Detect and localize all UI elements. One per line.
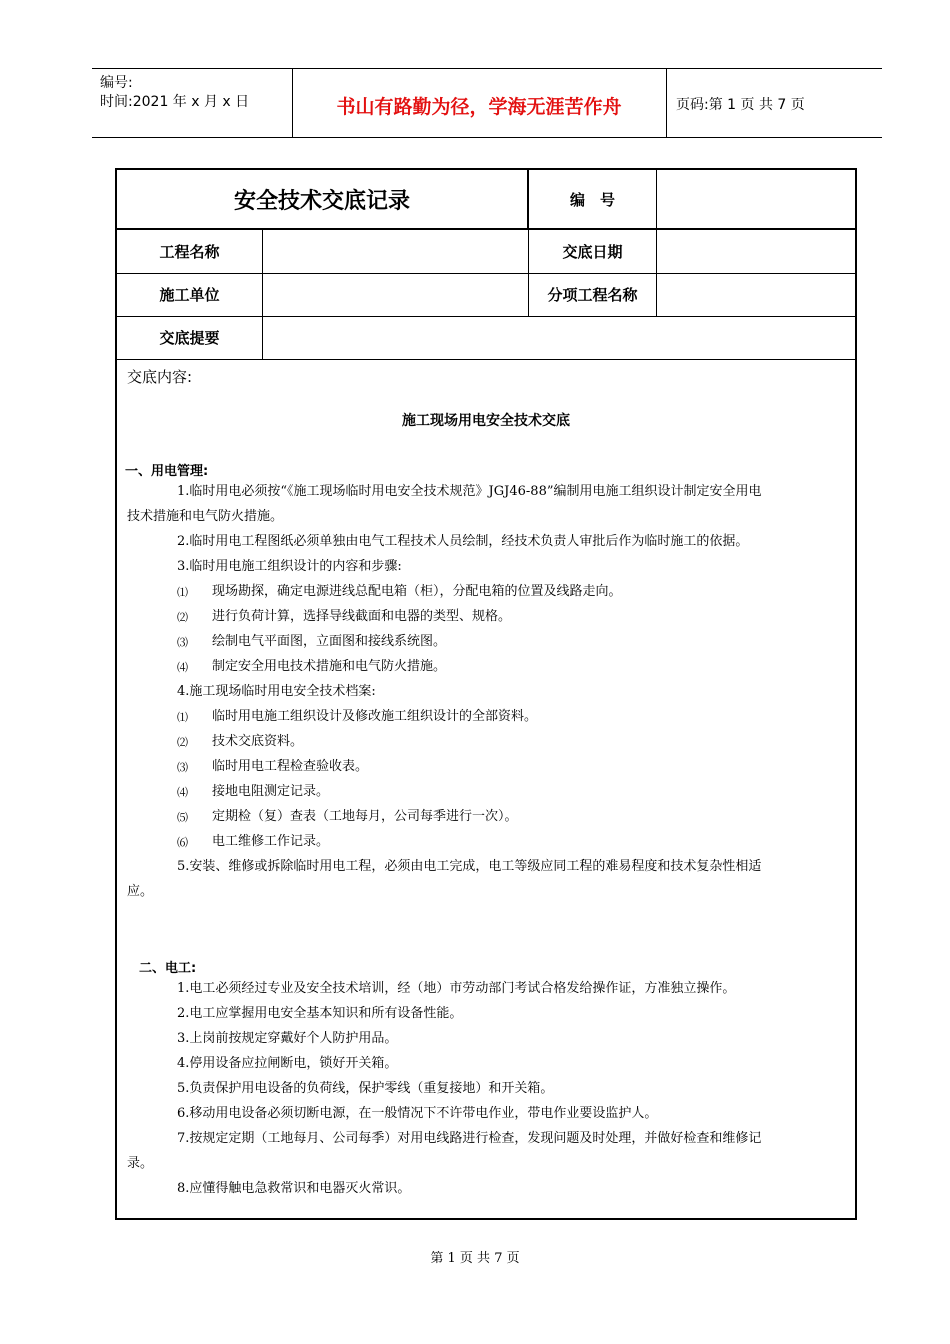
s2-item: 7.按规定定期（工地每月、公司每季）对用电线路进行检查，发现问题及时处理，并做好检查和维修记 (177, 1131, 762, 1146)
content-label: 交底内容: (127, 368, 193, 386)
s2-item: 3.上岗前按规定穿戴好个人防护用品。 (177, 1031, 398, 1046)
s1-p4-item: 技术交底资料。 (212, 734, 304, 749)
section2-heading: 二、电工: (139, 961, 197, 976)
project-name-value[interactable] (263, 230, 529, 273)
subproject-label-text: 分项工程名称 (547, 286, 638, 304)
s1-p4-item-num: ⑶ (177, 761, 188, 774)
s1-p3-item: 进行负荷计算，选择导线截面和电器的类型、规格。 (212, 609, 512, 624)
s2-item: 4.停用设备应拉闸断电，锁好开关箱。 (177, 1056, 398, 1071)
code-field-value[interactable] (657, 170, 855, 228)
unit-row (117, 273, 855, 317)
page-header (92, 68, 882, 138)
summary-value[interactable] (263, 316, 855, 359)
s1-p3-item-num: ⑵ (177, 611, 188, 624)
header-left-cell (92, 69, 293, 137)
summary-label-text: 交底提要 (159, 329, 220, 347)
s1-p3-item-num: ⑴ (177, 586, 188, 599)
code-field-label-text: 编 号 (569, 190, 615, 209)
s1-p1-line2: 技术措施和电气防火措施。 (127, 509, 284, 524)
form-title-cell (117, 170, 529, 228)
s1-p4-item-num: ⑹ (177, 836, 188, 849)
s1-p4-item-num: ⑷ (177, 786, 188, 799)
s1-p4-item-num: ⑵ (177, 736, 188, 749)
s1-p4-item-num: ⑸ (177, 811, 188, 824)
header-motto-cell (292, 69, 667, 137)
s1-p4-item-num: ⑴ (177, 711, 188, 724)
s1-p3-item: 绘制电气平面图，立面图和接线系统图。 (212, 634, 447, 649)
unit-value[interactable] (263, 273, 529, 316)
s1-p3-item: 制定安全用电技术措施和电气防火措施。 (212, 659, 447, 674)
form-title-row (117, 170, 855, 230)
project-name-label (117, 230, 263, 273)
code-label: 编号: (100, 75, 133, 91)
s1-p1-line1: 1.临时用电必须按“《施工现场临时用电安全技术规范》JGJ46-88”编制用电施工组织设计制定安全用电 (177, 484, 762, 499)
section1-heading: 一、用电管理: (125, 464, 209, 479)
s1-p5-line1: 5.安装、维修或拆除临时用电工程，必须由电工完成，电工等级应同工程的难易程度和技术复杂性相适 (177, 859, 762, 874)
form-title: 安全技术交底记录 (233, 188, 410, 214)
s1-p4-item: 接地电阻测定记录。 (212, 784, 330, 799)
s2-item: 1.电工必须经过专业及安全技术培训，经（地）市劳动部门考试合格发给操作证，方准独立操作。 (177, 981, 736, 996)
subproject-value[interactable] (657, 273, 855, 316)
s1-p4-item: 临时用电工程检查验收表。 (212, 759, 369, 774)
s2-item: 2.电工应掌握用电安全基本知识和所有设备性能。 (177, 1006, 463, 1021)
date-label (529, 230, 657, 273)
s1-p4-item: 临时用电施工组织设计及修改施工组织设计的全部资料。 (212, 709, 538, 724)
code-field-label (529, 170, 657, 228)
s1-p4-item: 定期检（复）查表（工地每月，公司每季进行一次）。 (212, 809, 518, 824)
subproject-label (529, 273, 657, 316)
s1-p4-item: 电工维修工作记录。 (212, 834, 330, 849)
unit-label (117, 273, 263, 316)
motto-text: 书山有路勤为径，学海无涯苦作舟 (336, 96, 622, 118)
project-name-label-text: 工程名称 (159, 243, 220, 261)
s2-item: 6.移动用电设备必须切断电源，在一般情况下不许带电作业，带电作业要设监护人。 (177, 1106, 658, 1121)
s1-p3-item: 现场勘探，确定电源进线总配电箱（柜），分配电箱的位置及线路走向。 (212, 584, 622, 599)
safety-briefing-form (115, 168, 857, 1220)
s1-p3: 3.临时用电施工组织设计的内容和步骤: (177, 559, 402, 574)
s2-item8: 8.应懂得触电急救常识和电器灭火常识。 (177, 1181, 411, 1196)
page-footer: 第 1 页 共 7 页 (430, 1251, 520, 1266)
s1-p3-item-num: ⑷ (177, 661, 188, 674)
page-info: 页码:第 1 页 共 7 页 (676, 97, 805, 113)
summary-label (117, 316, 263, 359)
s2-item7-line2: 录。 (127, 1156, 154, 1171)
s1-p5-line2: 应。 (127, 884, 154, 899)
s1-p3-item-num: ⑶ (177, 636, 188, 649)
project-row (117, 230, 855, 274)
date-label-text: 交底日期 (562, 243, 623, 261)
s1-p2: 2.临时用电工程图纸必须单独由电气工程技术人员绘制，经技术负责人审批后作为临时施工的依据。 (177, 534, 749, 549)
s2-item: 5.负责保护用电设备的负荷线，保护零线（重复接地）和开关箱。 (177, 1081, 554, 1096)
time-label: 时间:2021 年 x 月 x 日 (100, 94, 250, 110)
summary-row (117, 316, 855, 360)
s1-p4: 4.施工现场临时用电安全技术档案: (177, 684, 376, 699)
date-value[interactable] (657, 230, 855, 273)
document-title: 施工现场用电安全技术交底 (402, 413, 570, 429)
unit-label-text: 施工单位 (159, 286, 220, 304)
header-page-cell (666, 69, 882, 137)
